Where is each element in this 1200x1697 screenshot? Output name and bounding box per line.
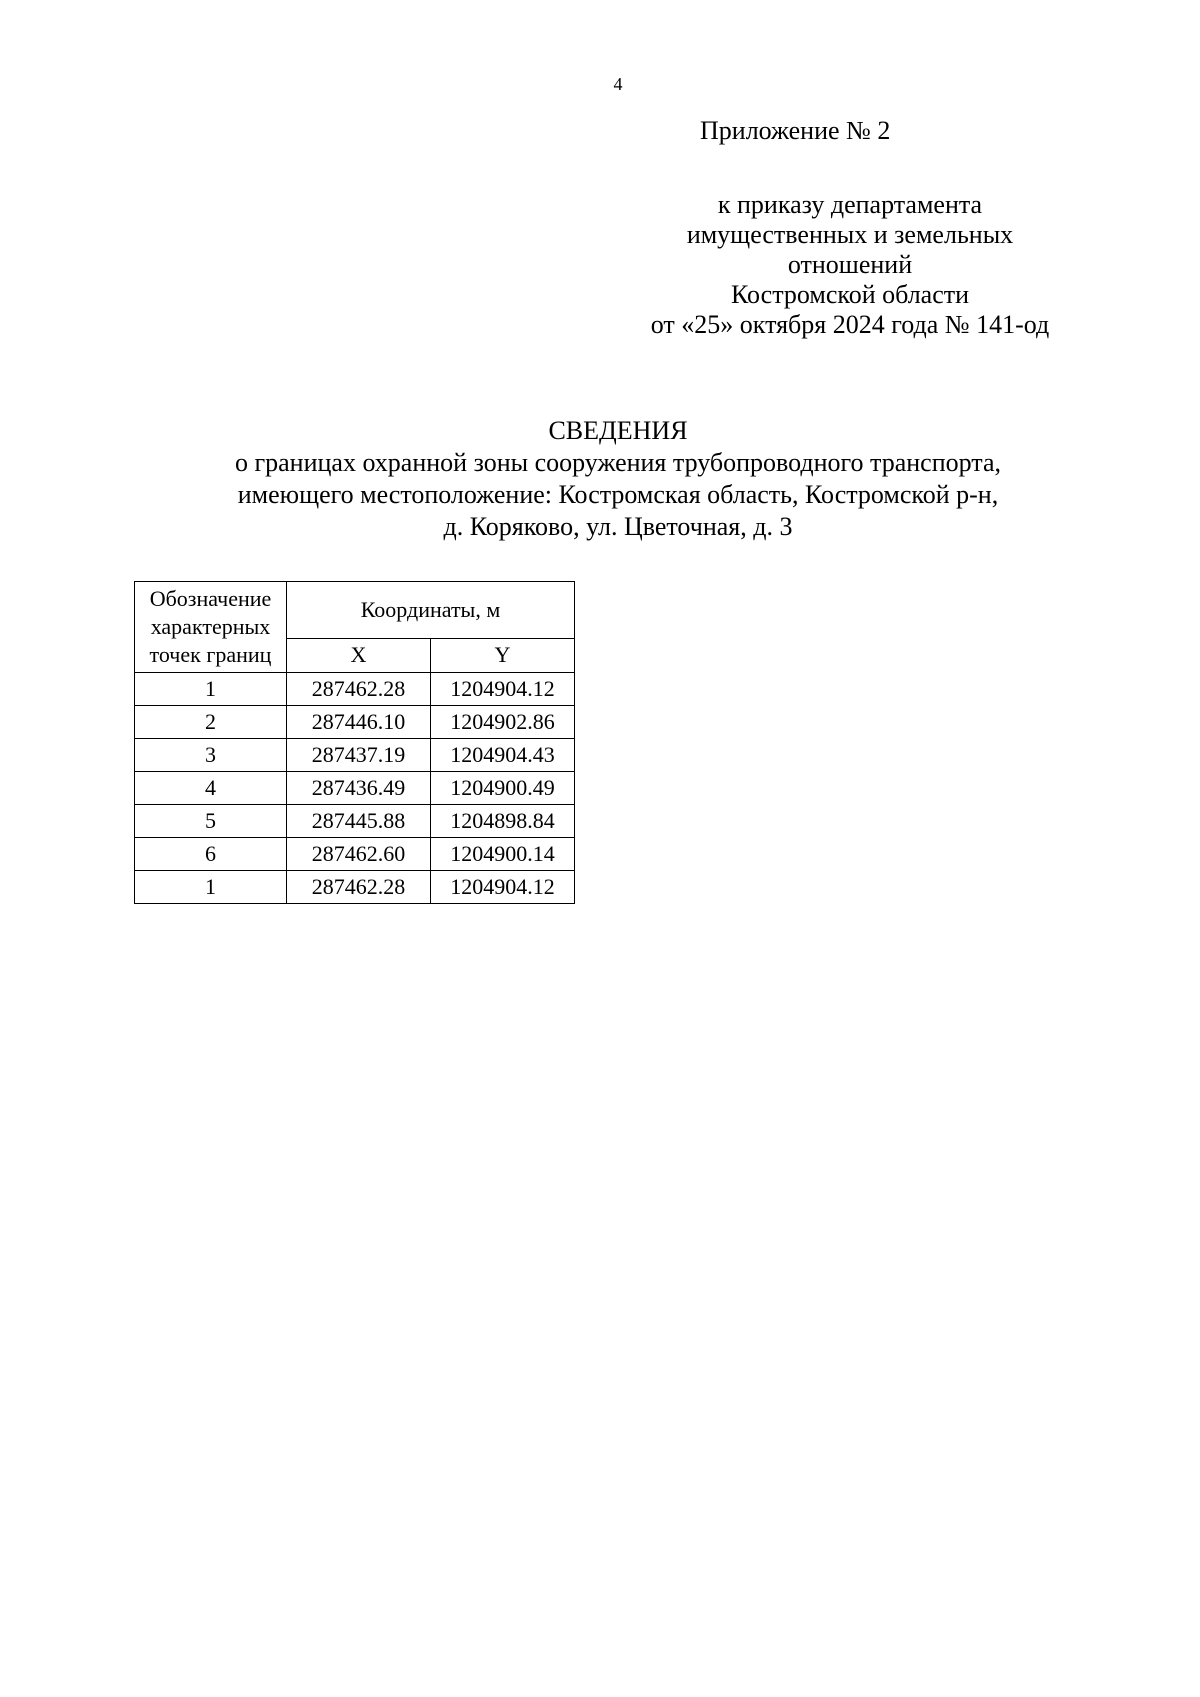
document-title: СВЕДЕНИЯ — [548, 416, 688, 445]
point-header-line: характерных — [150, 614, 271, 639]
y-cell: 1204900.49 — [431, 772, 575, 805]
y-cell: 1204902.86 — [431, 706, 575, 739]
annex-order-date-line: от «25» октября 2024 года № 141-од — [650, 310, 1050, 339]
annex-line: к приказу департамента — [717, 190, 983, 219]
x-cell: 287445.88 — [287, 805, 431, 838]
heading-line: д. Коряково, ул. Цветочная, д. 3 — [443, 512, 793, 541]
table-row — [135, 772, 575, 805]
coordinates-table — [134, 581, 575, 904]
table-row — [135, 706, 575, 739]
point-cell: 4 — [135, 772, 287, 805]
x-cell: 287462.28 — [287, 673, 431, 706]
table-row — [135, 838, 575, 871]
annex-line: отношений — [787, 250, 913, 279]
x-cell: 287446.10 — [287, 706, 431, 739]
annex-reference — [620, 190, 1080, 340]
y-cell: 1204904.12 — [431, 871, 575, 904]
document-heading — [0, 415, 1200, 543]
point-cell: 2 — [135, 706, 287, 739]
y-cell: 1204900.14 — [431, 838, 575, 871]
point-header-line: Обозначение — [149, 586, 272, 611]
x-cell: 287437.19 — [287, 739, 431, 772]
x-column-header: X — [287, 638, 431, 672]
x-cell: 287436.49 — [287, 772, 431, 805]
annex-title: Приложение № 2 — [700, 116, 891, 145]
table-row — [135, 805, 575, 838]
heading-line: о границах охранной зоны сооружения трубопроводного транспорта, — [234, 448, 1002, 477]
point-column-header — [135, 582, 287, 673]
page-number: 4 — [613, 74, 623, 94]
x-cell: 287462.28 — [287, 871, 431, 904]
x-cell: 287462.60 — [287, 838, 431, 871]
y-cell: 1204898.84 — [431, 805, 575, 838]
table-row — [135, 739, 575, 772]
y-column-header: Y — [431, 638, 575, 672]
point-cell: 1 — [135, 871, 287, 904]
heading-line: имеющего местоположение: Костромская область, Костромской р-н, — [237, 480, 999, 509]
point-cell: 3 — [135, 739, 287, 772]
table-row — [135, 673, 575, 706]
annex-line: имущественных и земельных — [686, 220, 1014, 249]
point-header-line: точек границ — [149, 642, 272, 667]
coordinates-column-header: Координаты, м — [287, 582, 575, 639]
point-cell: 6 — [135, 838, 287, 871]
table-row — [135, 871, 575, 904]
point-cell: 5 — [135, 805, 287, 838]
point-cell: 1 — [135, 673, 287, 706]
y-cell: 1204904.43 — [431, 739, 575, 772]
y-cell: 1204904.12 — [431, 673, 575, 706]
annex-line: Костромской области — [730, 280, 970, 309]
